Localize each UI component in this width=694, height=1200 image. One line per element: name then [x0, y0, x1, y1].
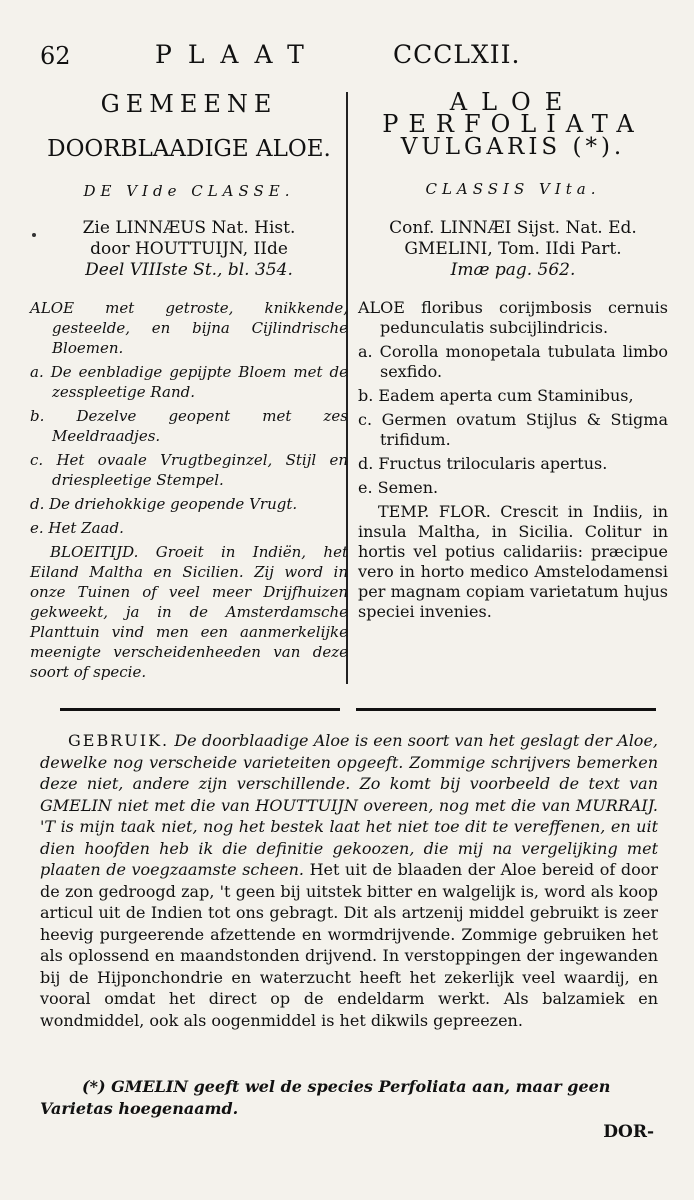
footnote: (*) GMELIN geeft wel de species Perfoliata aan, maar geen Varietas hoegenaamd.	[40, 1077, 611, 1118]
latin-description-block	[358, 298, 668, 626]
latin-title-line3: VULGARIS (*).	[400, 134, 626, 160]
latin-title-line1: ALOE	[449, 88, 577, 116]
latin-item-c: c. Germen ovatum Stijlus & Stigma trifidum.	[358, 410, 668, 449]
usage-label: GEBRUIK.	[68, 731, 170, 750]
dutch-title-line1: GEMEENE	[100, 90, 278, 118]
dutch-item-d: d. De driehokkige geopende Vrugt.	[30, 495, 298, 513]
latin-description: ALOE floribus corijmbosis cernuis pedunculatis subcijlindricis.	[358, 298, 668, 337]
section-rule-left	[60, 708, 340, 711]
usage-italic-text: De doorblaadige Aloe is een soort van het geslagt der Aloe, dewelke nog verscheide varieteiten opgeeft. Zommige schrijvers bemerken deze niet, andere zijn verschillende. Zo komt bij voorbeeld de text van GMELIN niet met die van HOUTTUIJN overeen, nog met die van MURRAIJ. 'T is mijn taak niet, nog het bestek laat het niet toe dit te vereffenen, en uit dien hoofden heb ik die definitie gekoozen, die mij na vergelijking met plaaten de voegzaamste scheen.	[40, 731, 658, 879]
latin-title-line2: PERFOLIATA	[382, 110, 644, 138]
page-number: 62	[40, 42, 71, 70]
dutch-item-a: a. De eenbladige gepijpte Bloem met de zesspleetige Rand.	[30, 363, 348, 401]
dutch-reference-line2: door HOUTTUIJN, IIde	[90, 239, 288, 259]
dutch-reference-line3: Deel VIIIste St., bl. 354.	[85, 260, 293, 280]
usage-roman-text: Het uit de blaaden der Aloe bereid of door de zon gedroogd zap, 't geen bij uitstek bitter en walgelijk is, word als koop articul uit de Indien tot ons gebragt. Dit als artzenij middel gebruikt is zeer heevig purgeerende afzettende en wormdrijvende. Zommige gebruiken het als oplossend en maandstonden drijvend. In verstoppingen der ingewanden bij de Hijponchondrie en waterzucht heeft het zekerlijk veel waardij, en vooral omdat het direct op de endeldarm werkt. Als balzamiek en wondmiddel, ook als oogenmiddel is het dikwils gepreezen.	[40, 860, 658, 1030]
dutch-item-e: e. Het Zaad.	[30, 519, 124, 537]
latin-reference-line1: Conf. LINNÆI Sijst. Nat. Ed.	[389, 218, 637, 238]
dutch-description-block	[30, 298, 348, 686]
latin-class: CLASSIS VIta.	[425, 180, 601, 198]
dutch-item-c: c. Het ovaale Vrugtbeginzel, Stijl en driespleetige Stempel.	[30, 451, 348, 489]
dutch-bloeitijd: BLOEITIJD. Groeit in Indiën, het Eiland Maltha en Sicilien. Zij word in onze Tuinen of veel meer Drijfhuizen gekweekt, ja in de Amsterdamsche Planttuin vind men een aanmerkelijke meenigte verscheidenheeden van deze soort of specie.	[30, 543, 348, 681]
latin-reference-line2: GMELINI, Tom. IIdi Part.	[404, 239, 622, 259]
usage-paragraph	[40, 730, 658, 1031]
dutch-reference-line1: Zie LINNÆUS Nat. Hist.	[82, 218, 296, 238]
dutch-class: DE VIde CLASSE.	[83, 182, 295, 200]
latin-item-d: d. Fructus trilocularis apertus.	[358, 454, 608, 473]
dutch-description: ALOE met getroste, knikkende, gesteelde, en bijna Cijlindrische Bloemen.	[30, 299, 348, 357]
section-rule-right	[356, 708, 656, 711]
plate-number: CCCLXII.	[393, 40, 521, 69]
latin-item-a: a. Corolla monopetala tubulata limbo sexfido.	[358, 342, 668, 381]
latin-item-b: b. Eadem aperta cum Staminibus,	[358, 386, 634, 405]
dutch-item-b: b. Dezelve geopent met zes Meeldraadjes.	[30, 407, 348, 445]
dutch-reference	[30, 218, 348, 281]
dutch-title-line2: DOORBLAADIGE ALOE.	[47, 136, 331, 162]
latin-temp-flor: TEMP. FLOR. Crescit in Indiis, in insula Maltha, in Sicilia. Colitur in hortis vel potius calidariis: præcipue vero in horto medico Amstelodamensi per magnam copiam varietatum hujus speciei invenies.	[358, 502, 668, 621]
catchword: DOR-	[603, 1122, 654, 1142]
plate-heading-word: PLAAT	[155, 40, 320, 69]
latin-item-e: e. Semen.	[358, 478, 439, 497]
latin-reference	[358, 218, 668, 281]
latin-reference-line3: Imæ pag. 562.	[450, 260, 576, 280]
